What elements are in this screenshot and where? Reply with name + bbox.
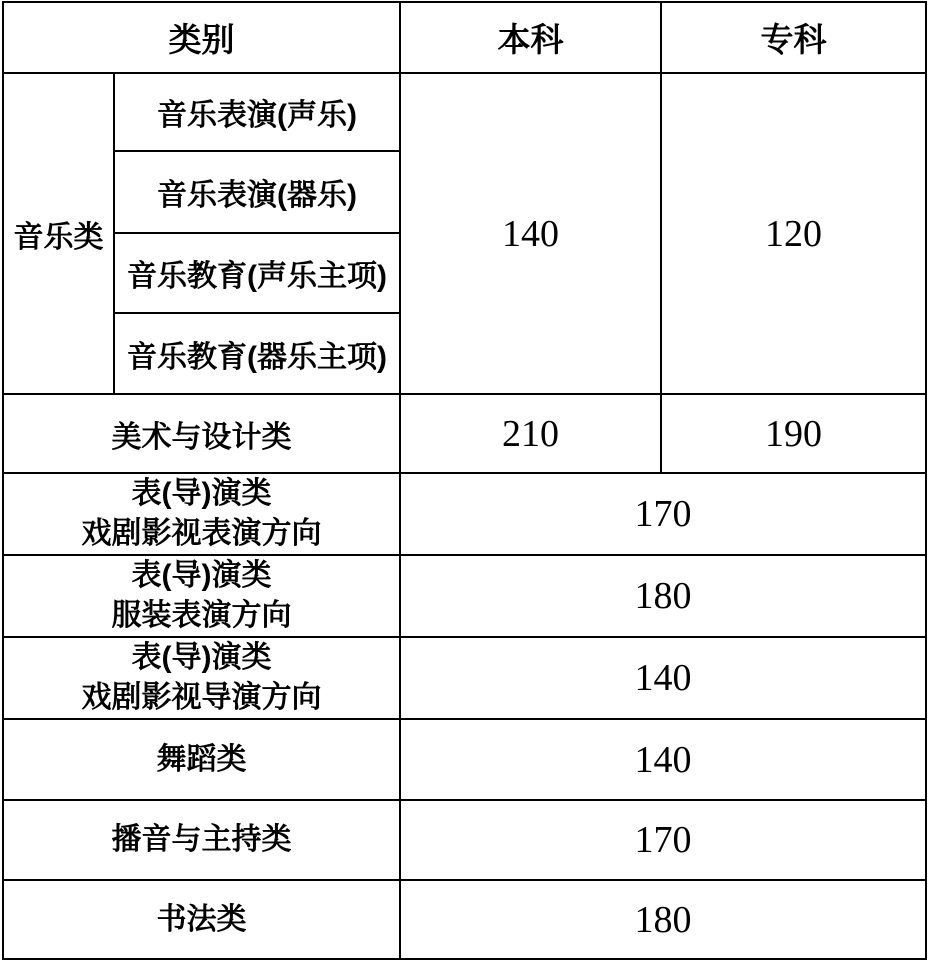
row-label-cell — [3, 800, 400, 880]
music-undergraduate-score-cell: 140 — [400, 73, 661, 394]
header-row — [3, 2, 926, 73]
music-subrow-label-cell: 音乐表演(声乐) — [114, 73, 400, 151]
music-subrow-vocal-performance — [3, 73, 926, 151]
header-category-cell: 类别 — [3, 2, 400, 73]
row-score-cell: 140 — [400, 719, 926, 800]
calligraphy-row — [3, 880, 926, 959]
art-design-undergraduate-score-cell: 210 — [400, 394, 661, 473]
art-design-college-score-cell: 190 — [661, 394, 926, 473]
art-design-label-cell: 美术与设计类 — [3, 394, 400, 473]
row-label-cell — [3, 555, 400, 637]
acting-drama-performance-row — [3, 473, 926, 555]
row-label-line1: 舞蹈类 — [156, 742, 247, 776]
row-label-line1: 播音与主持类 — [111, 823, 292, 856]
header-college-cell: 专科 — [661, 2, 926, 73]
music-college-score-cell: 120 — [661, 73, 926, 394]
row-label-cell — [3, 473, 400, 555]
row-label-line1: 表(导)演类 — [131, 641, 272, 674]
row-label-line2: 服装表演方向 — [111, 599, 292, 632]
dance-row — [3, 719, 926, 800]
row-label-cell — [3, 637, 400, 719]
row-label-line2: 戏剧影视表演方向 — [81, 517, 322, 550]
music-subrow-label-cell: 音乐表演(器乐) — [114, 151, 400, 233]
row-score-cell: 180 — [400, 880, 926, 959]
score-table — [2, 1, 927, 960]
row-score-cell: 180 — [400, 555, 926, 637]
row-label-cell — [3, 880, 400, 959]
music-group-label-cell: 音乐类 — [3, 73, 114, 394]
music-subrow-label-cell: 音乐教育(器乐主项) — [114, 313, 400, 394]
row-label-cell — [3, 719, 400, 800]
row-label-line2: 戏剧影视导演方向 — [81, 681, 322, 714]
art-design-row — [3, 394, 926, 473]
row-label-line1: 表(导)演类 — [131, 559, 272, 592]
acting-drama-directing-row — [3, 637, 926, 719]
row-score-cell: 140 — [400, 637, 926, 719]
row-label-line1: 书法类 — [156, 902, 247, 936]
broadcasting-hosting-row — [3, 800, 926, 880]
row-score-cell: 170 — [400, 800, 926, 880]
row-score-cell: 170 — [400, 473, 926, 555]
row-label-line1: 表(导)演类 — [131, 477, 272, 510]
acting-fashion-performance-row — [3, 555, 926, 637]
header-undergraduate-cell: 本科 — [400, 2, 661, 73]
music-subrow-label-cell: 音乐教育(声乐主项) — [114, 233, 400, 313]
